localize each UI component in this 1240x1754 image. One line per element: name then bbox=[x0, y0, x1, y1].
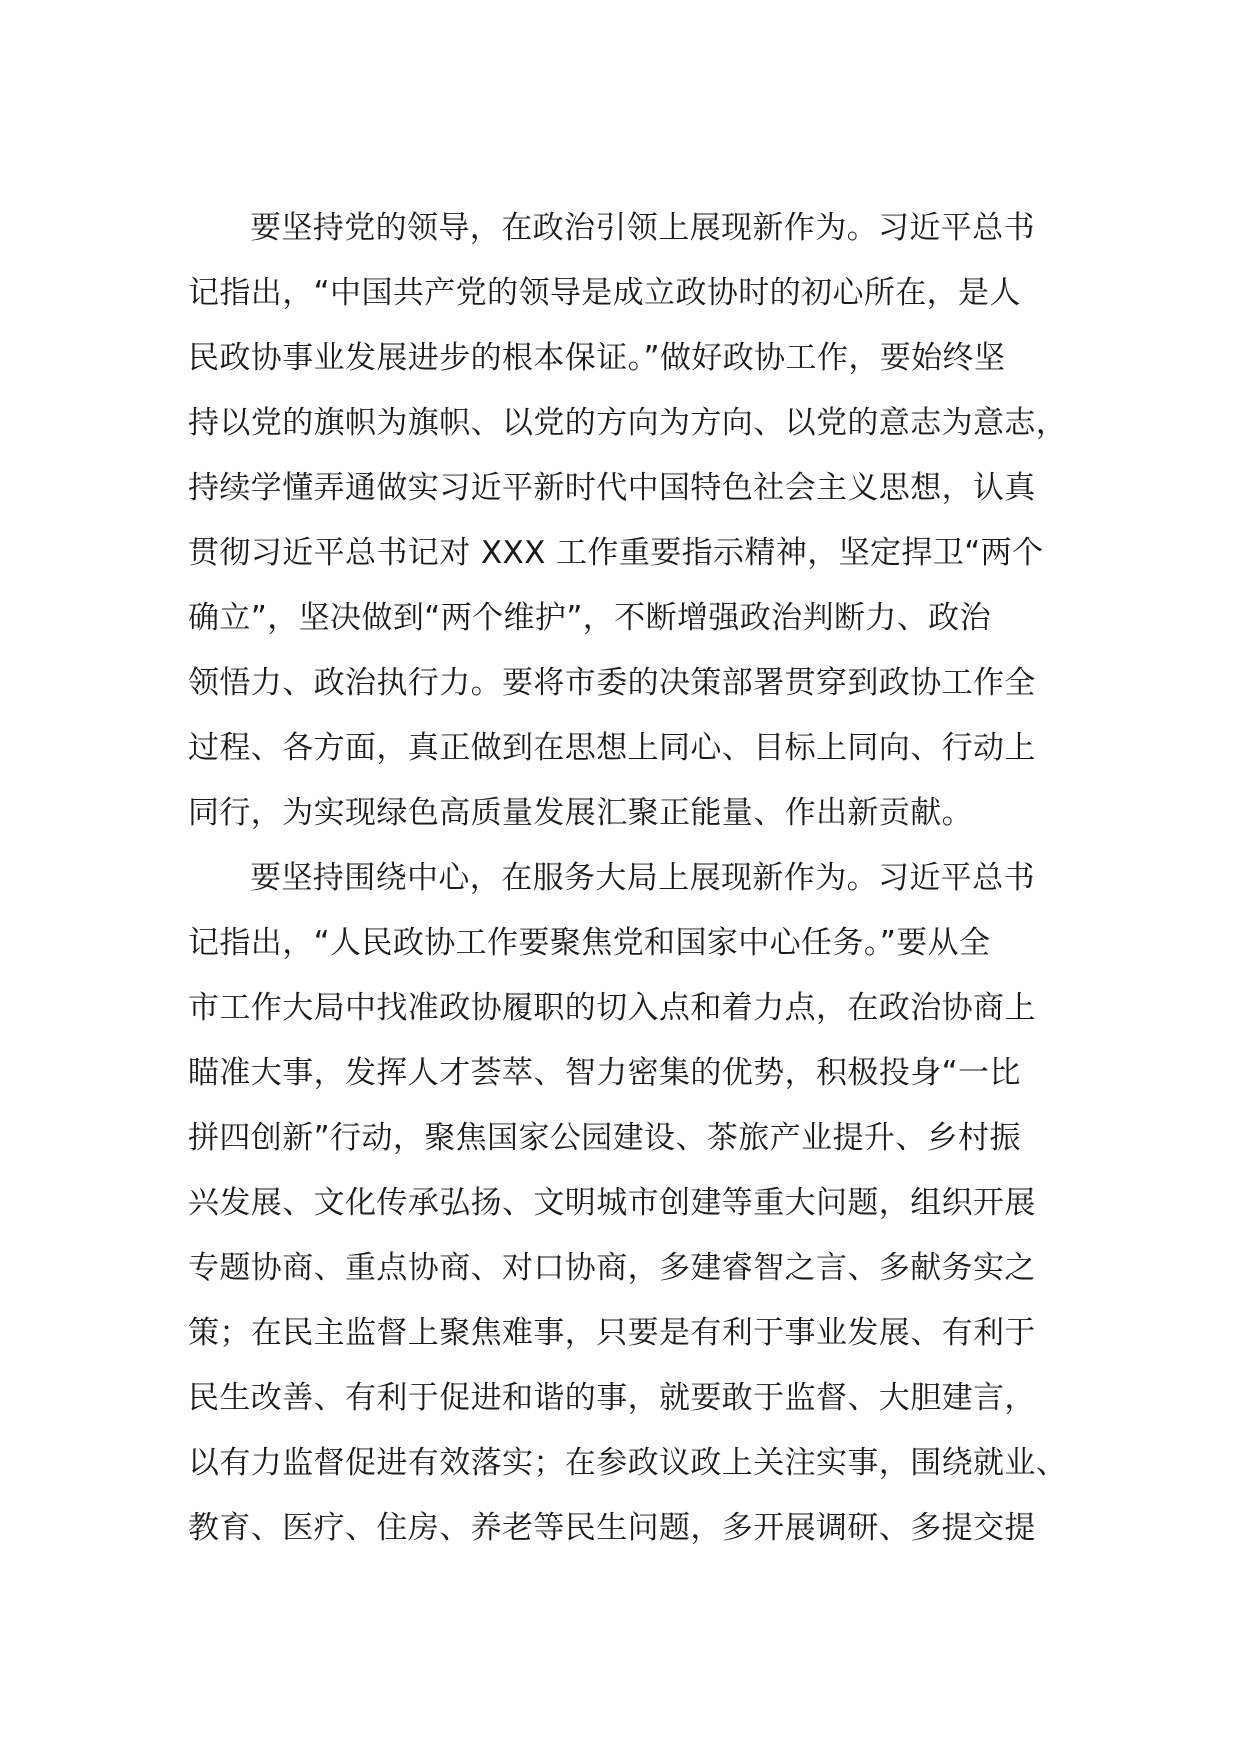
paragraph-line: 教育、医疗、住房、养老等民生问题，多开展调研、多提交提 bbox=[188, 1510, 1036, 1546]
paragraph-line: 领悟力、政治执行力。要将市委的决策部署贯穿到政协工作全 bbox=[188, 665, 1036, 701]
paragraph-line: 同行，为实现绿色高质量发展汇聚正能量、作出新贡献。 bbox=[188, 795, 973, 831]
paragraph-line: 过程、各方面，真正做到在思想上同心、目标上同向、行动上 bbox=[188, 730, 1036, 766]
document-body bbox=[188, 196, 1068, 1561]
paragraph-line: 记指出，“人民政协工作要聚焦党和国家中心任务。”要从全 bbox=[188, 925, 991, 961]
paragraph-line: 以有力监督促进有效落实；在参政议政上关注实事，围绕就业、 bbox=[188, 1445, 1068, 1481]
paragraph-line: 拼四创新”行动，聚焦国家公园建设、茶旅产业提升、乡村振 bbox=[188, 1120, 1021, 1156]
paragraph-line: 持以党的旗帜为旗帜、以党的方向为方向、以党的意志为意志， bbox=[188, 405, 1068, 441]
paragraph-line: 要坚持党的领导，在政治引领上展现新作为。习近平总书 bbox=[250, 210, 1035, 246]
paragraph-2 bbox=[188, 846, 1068, 1561]
paragraph-line: 贯彻习近平总书记对 XXX 工作重要指示精神，坚定捍卫“两个 bbox=[188, 535, 1044, 571]
paragraph-1 bbox=[188, 196, 1068, 846]
paragraph-line: 要坚持围绕中心，在服务大局上展现新作为。习近平总书 bbox=[250, 860, 1035, 896]
paragraph-line: 瞄准大事，发挥人才荟萃、智力密集的优势，积极投身“一比 bbox=[188, 1055, 1021, 1091]
paragraph-line: 民生改善、有利于促进和谐的事，就要敢于监督、大胆建言， bbox=[188, 1380, 1036, 1416]
paragraph-line: 兴发展、文化传承弘扬、文明城市创建等重大问题，组织开展 bbox=[188, 1185, 1036, 1221]
paragraph-line: 记指出，“中国共产党的领导是成立政协时的初心所在，是人 bbox=[188, 275, 1021, 311]
paragraph-line: 专题协商、重点协商、对口协商，多建睿智之言、多献务实之 bbox=[188, 1250, 1036, 1286]
paragraph-line: 民政协事业发展进步的根本保证。”做好政协工作，要始终坚 bbox=[188, 340, 1006, 376]
paragraph-line: 持续学懂弄通做实习近平新时代中国特色社会主义思想，认真 bbox=[188, 470, 1036, 506]
paragraph-line: 确立”，坚决做到“两个维护”，不断增强政治判断力、政治 bbox=[188, 600, 991, 636]
paragraph-line: 市工作大局中找准政协履职的切入点和着力点，在政治协商上 bbox=[188, 990, 1036, 1026]
paragraph-line: 策；在民主监督上聚焦难事，只要是有利于事业发展、有利于 bbox=[188, 1315, 1036, 1351]
